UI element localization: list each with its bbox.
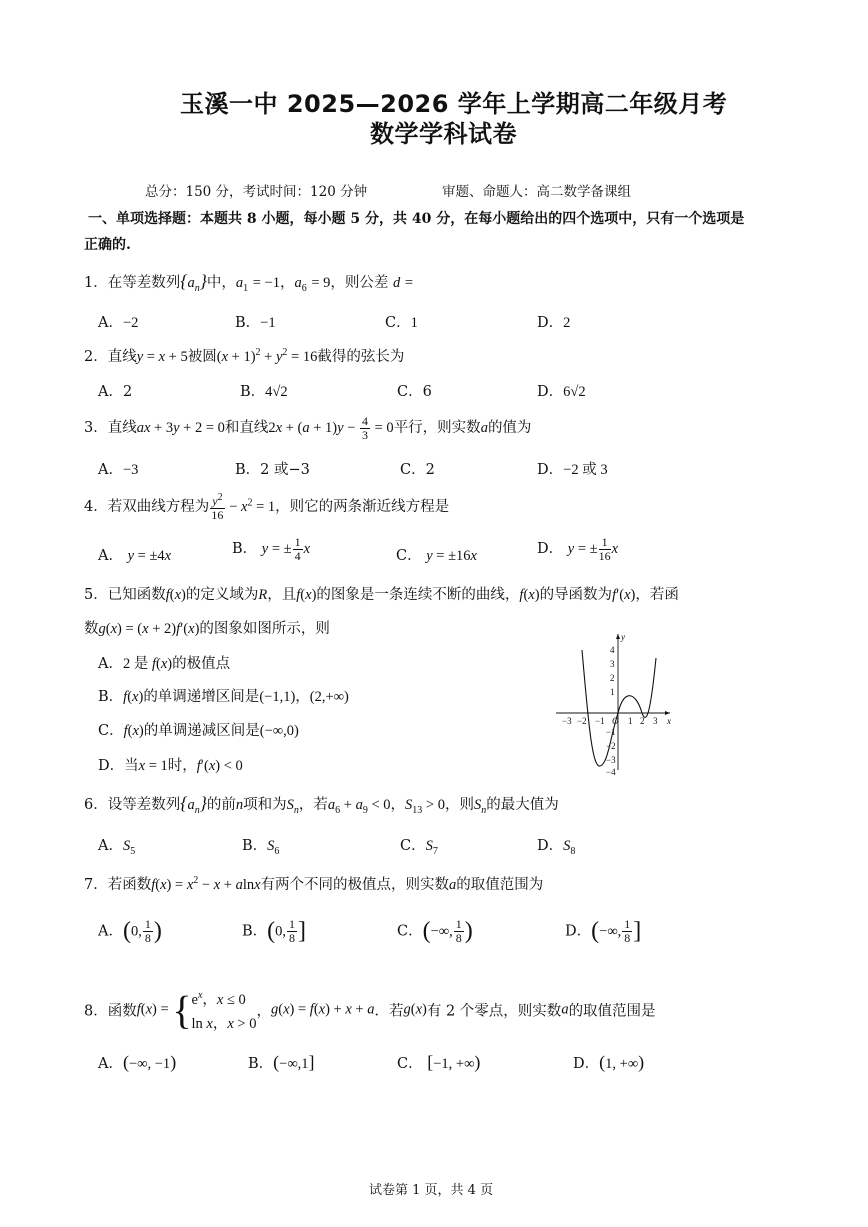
x-axis-label: x (667, 716, 671, 726)
y-tick: −1 (606, 727, 616, 737)
q2-option-b[interactable]: B．4√2 (240, 384, 288, 400)
q2-option-c[interactable]: C．6 (397, 384, 432, 400)
q8-option-a[interactable]: A．(−∞, −1) (98, 1052, 177, 1072)
q8-option-d[interactable]: D．(1, +∞) (573, 1052, 645, 1072)
question-1: 1．在等差数列$\{a_n\}$中，$a_1 = -1$，$a_6 = 9$，则公差 d = (84, 271, 414, 294)
q7-option-c[interactable]: C．(−∞, $\frac{1}{8}$ ) (397, 917, 473, 945)
q3-option-b[interactable]: B．2 或−3 (235, 462, 310, 478)
q1-option-d[interactable]: D．2 (537, 315, 571, 331)
page-footer: 试卷第 1 页，共 4 页 (369, 1183, 494, 1198)
question-2: 2．直线y = x + 5被圆$(x + 1)^2 + y^2 = 16$截得的弦长为 (84, 347, 405, 365)
exam-meta-left: 总分：150 分，考试时间：120 分钟 (145, 184, 368, 200)
graph-curve-right (618, 658, 656, 717)
q3-option-c[interactable]: C．2 (400, 462, 435, 478)
q5-option-d[interactable]: D．当x = 1时，f′(x) < 0 (98, 758, 243, 774)
derivative-graph (548, 628, 678, 776)
section-heading-cont: 正确的. (84, 237, 131, 253)
q2-option-a[interactable]: A．2 (98, 384, 133, 400)
y-tick: 2 (610, 673, 615, 683)
question-3: 3．直线ax + 3y + 2 = 0和直线2x + (a + 1)y − $\frac{4}{3}$ = 0平行，则实数a的值为 (84, 414, 532, 442)
x-tick: 3 (653, 716, 658, 726)
y-tick: −3 (606, 755, 616, 765)
q4-option-c[interactable]: C． y = ±16x (396, 548, 477, 564)
q4-option-a[interactable]: A． y = ±4x (98, 548, 172, 564)
q4-option-b[interactable]: B． y = ± $\frac{1}{4}$ x (232, 535, 311, 563)
y-tick: −2 (606, 741, 616, 751)
y-tick: −4 (606, 767, 616, 776)
q8-option-c[interactable]: C． [−1, +∞) (397, 1052, 481, 1072)
q6-option-c[interactable]: C．$S_7$ (400, 838, 438, 857)
question-5-cont: 数g(x) = (x + 2)f′(x)的图象如图所示，则 (84, 621, 330, 637)
q2-option-d[interactable]: D．6√2 (537, 384, 586, 400)
question-5: 5．已知函数f(x)的定义域为R，且f(x)的图象是一条连续不断的曲线，f(x)的导函数为f′(x)，若函 (84, 587, 679, 603)
q3-option-d[interactable]: D．−2 或 3 (537, 462, 608, 478)
q7-option-a[interactable]: A．(0, $\frac{1}{8}$ ) (98, 917, 162, 945)
exam-title-line1: 玉溪一中 2025—2026 学年上学期高二年级月考 (180, 90, 728, 118)
q8-option-b[interactable]: B．(−∞,1] (248, 1052, 315, 1072)
exam-title-line2: 数学学科试卷 (370, 120, 517, 148)
q6-option-d[interactable]: D．$S_8$ (537, 838, 576, 857)
x-tick: −2 (577, 716, 587, 726)
section-heading: 一、单项选择题：本题共 8 小题，每小题 5 分，共 40 分，在每小题给出的四个选项中，只有一个选项是 (88, 211, 745, 227)
q3-option-a[interactable]: A．−3 (98, 462, 139, 478)
q1-option-b[interactable]: B．−1 (235, 315, 276, 331)
y-tick: 1 (610, 687, 615, 697)
q1-option-c[interactable]: C．1 (385, 315, 418, 331)
origin-label: O (612, 716, 619, 726)
question-7: 7．若函数$f(x) = x^2 - x + alnx$有两个不同的极值点，则实数a的取值范围为 (84, 875, 544, 893)
exam-meta-right: 审题、命题人：高二数学备课组 (442, 184, 631, 200)
q6-option-a[interactable]: A．$S_5$ (98, 838, 136, 857)
question-4: 4．若双曲线方程为 $\frac{y^2}{16}$ − $x^2 = 1$，则它的两条渐近线方程是 (84, 492, 450, 522)
q5-option-b[interactable]: B．f(x)的单调递增区间是(−1,1)，(2,+∞) (98, 689, 349, 705)
question-number: 1． (84, 275, 108, 291)
x-tick: −1 (595, 716, 605, 726)
y-tick: 3 (610, 659, 615, 669)
x-tick: −3 (562, 716, 572, 726)
q1-option-a[interactable]: A．−2 (98, 315, 139, 331)
q7-option-d[interactable]: D．(−∞, $\frac{1}{8}$ ] (565, 917, 642, 945)
x-tick: 1 (628, 716, 633, 726)
y-axis-label: y (621, 632, 625, 642)
y-tick: 4 (610, 645, 615, 655)
question-6: 6．设等差数列$\{a_n\}$的前n项和为$S_n$，若$a_6 + a_9 < 0$，$S_{13} > 0$，则$S_n$的最大值为 (84, 793, 559, 816)
q5-option-a[interactable]: A．2 是 f(x)的极值点 (98, 656, 231, 672)
q6-option-b[interactable]: B．$S_6$ (242, 838, 280, 857)
q4-option-d[interactable]: D． y = ± $\frac{1}{16}$ x (537, 535, 619, 563)
q7-option-b[interactable]: B．(0, $\frac{1}{8}$ ] (242, 917, 307, 945)
question-8: 8．函数$f(x) = \{e^x$，x ≤ 0 ln x，x > 0，g(x) = f(x) + x + a．若g(x)有 2 个零点，则实数a的取值范围是 (84, 987, 656, 1033)
x-tick: 2 (640, 716, 645, 726)
q5-option-c[interactable]: C．f(x)的单调递减区间是(−∞,0) (98, 723, 299, 739)
